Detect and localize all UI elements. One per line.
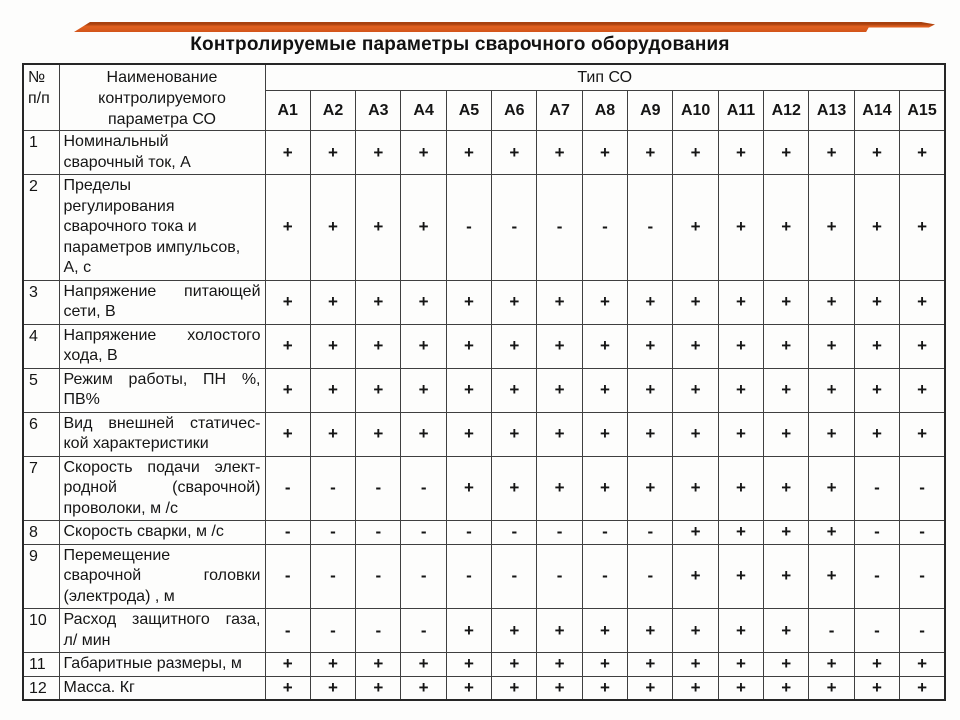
parameter-name-cell: Габаритные размеры, м xyxy=(59,653,265,677)
mark-cell: + xyxy=(537,456,582,521)
mark-cell: + xyxy=(537,280,582,324)
mark-cell: + xyxy=(265,175,310,281)
mark-cell: - xyxy=(582,544,627,609)
mark-cell: + xyxy=(401,175,446,281)
table-row xyxy=(23,676,945,700)
mark-cell: + xyxy=(628,368,673,412)
mark-cell: + xyxy=(356,653,401,677)
mark-cell: + xyxy=(809,521,854,545)
mark-cell: + xyxy=(718,368,763,412)
mark-cell: + xyxy=(854,368,899,412)
row-number-cell: 5 xyxy=(23,368,59,412)
mark-cell: + xyxy=(310,653,355,677)
mark-cell: + xyxy=(492,653,537,677)
mark-cell: + xyxy=(673,280,718,324)
mark-cell: + xyxy=(401,676,446,700)
mark-cell: - xyxy=(582,521,627,545)
mark-cell: + xyxy=(764,324,809,368)
col-header-number: № п/п xyxy=(23,64,59,131)
mark-cell: - xyxy=(537,521,582,545)
mark-cell: + xyxy=(310,280,355,324)
mark-cell: - xyxy=(854,456,899,521)
parameter-name-cell: Вид внешней статичес- кой характеристики xyxy=(59,412,265,456)
parameters-table xyxy=(22,63,946,701)
row-number-cell: 6 xyxy=(23,412,59,456)
mark-cell: + xyxy=(446,368,491,412)
mark-cell: + xyxy=(492,131,537,175)
mark-cell: - xyxy=(265,544,310,609)
mark-cell: + xyxy=(446,280,491,324)
mark-cell: + xyxy=(401,324,446,368)
mark-cell: + xyxy=(492,456,537,521)
parameter-name-cell: Масса. Кг xyxy=(59,676,265,700)
mark-cell: + xyxy=(718,653,763,677)
mark-cell: + xyxy=(673,368,718,412)
mark-cell: + xyxy=(900,368,945,412)
mark-cell: + xyxy=(673,676,718,700)
mark-cell: - xyxy=(446,544,491,609)
mark-cell: + xyxy=(628,456,673,521)
mark-cell: + xyxy=(764,544,809,609)
mark-cell: + xyxy=(854,175,899,281)
mark-cell: + xyxy=(582,131,627,175)
mark-cell: - xyxy=(265,609,310,653)
mark-cell: + xyxy=(809,131,854,175)
col-header-a11: А11 xyxy=(718,91,763,131)
col-header-a12: А12 xyxy=(764,91,809,131)
mark-cell: + xyxy=(900,324,945,368)
mark-cell: - xyxy=(900,544,945,609)
col-header-a10: А10 xyxy=(673,91,718,131)
mark-cell: + xyxy=(764,456,809,521)
mark-cell: + xyxy=(582,456,627,521)
mark-cell: + xyxy=(718,609,763,653)
page-title: Контролируемые параметры сварочного оборудования xyxy=(190,34,730,55)
mark-cell: - xyxy=(537,544,582,609)
mark-cell: - xyxy=(492,544,537,609)
table-row xyxy=(23,521,945,545)
mark-cell: + xyxy=(764,368,809,412)
mark-cell: + xyxy=(809,676,854,700)
parameter-name-cell: Режим работы, ПН %, ПВ% xyxy=(59,368,265,412)
mark-cell: - xyxy=(265,456,310,521)
parameter-name-cell: Расход защитного газа, л/ мин xyxy=(59,609,265,653)
mark-cell: - xyxy=(356,456,401,521)
mark-cell: + xyxy=(854,676,899,700)
mark-cell: + xyxy=(310,368,355,412)
table-row xyxy=(23,175,945,281)
mark-cell: + xyxy=(492,676,537,700)
mark-cell: + xyxy=(356,280,401,324)
mark-cell: - xyxy=(809,609,854,653)
mark-cell: + xyxy=(628,280,673,324)
table-row xyxy=(23,280,945,324)
mark-cell: + xyxy=(764,653,809,677)
col-header-a7: А7 xyxy=(537,91,582,131)
mark-cell: - xyxy=(401,521,446,545)
mark-cell: + xyxy=(537,676,582,700)
mark-cell: + xyxy=(310,412,355,456)
mark-cell: + xyxy=(537,131,582,175)
mark-cell: + xyxy=(265,131,310,175)
mark-cell: + xyxy=(446,131,491,175)
table-row xyxy=(23,368,945,412)
mark-cell: - xyxy=(900,521,945,545)
mark-cell: + xyxy=(628,131,673,175)
mark-cell: - xyxy=(854,544,899,609)
col-header-a4: А4 xyxy=(401,91,446,131)
mark-cell: + xyxy=(356,175,401,281)
mark-cell: + xyxy=(900,676,945,700)
mark-cell: + xyxy=(310,131,355,175)
mark-cell: - xyxy=(401,544,446,609)
mark-cell: + xyxy=(582,324,627,368)
mark-cell: + xyxy=(356,324,401,368)
mark-cell: - xyxy=(401,609,446,653)
mark-cell: + xyxy=(718,280,763,324)
row-number-cell: 3 xyxy=(23,280,59,324)
mark-cell: + xyxy=(809,324,854,368)
mark-cell: + xyxy=(718,521,763,545)
mark-cell: + xyxy=(764,131,809,175)
mark-cell: + xyxy=(900,175,945,281)
col-header-a15: А15 xyxy=(900,91,945,131)
col-header-a1: А1 xyxy=(265,91,310,131)
mark-cell: - xyxy=(537,175,582,281)
mark-cell: + xyxy=(401,368,446,412)
mark-cell: + xyxy=(764,609,809,653)
parameter-name-cell: Перемещение сварочной головки (электрода) , м xyxy=(59,544,265,609)
mark-cell: + xyxy=(265,280,310,324)
table-row xyxy=(23,412,945,456)
col-header-type-group: Тип СО xyxy=(265,64,945,91)
mark-cell: + xyxy=(265,653,310,677)
mark-cell: + xyxy=(310,676,355,700)
mark-cell: + xyxy=(356,368,401,412)
mark-cell: + xyxy=(718,412,763,456)
mark-cell: + xyxy=(673,521,718,545)
mark-cell: + xyxy=(809,280,854,324)
mark-cell: - xyxy=(900,609,945,653)
mark-cell: + xyxy=(854,412,899,456)
table-row xyxy=(23,544,945,609)
table-row xyxy=(23,131,945,175)
col-header-parameter: Наименование контролируемого параметра СО xyxy=(59,64,265,131)
mark-cell: + xyxy=(673,412,718,456)
mark-cell: + xyxy=(809,544,854,609)
mark-cell: + xyxy=(265,412,310,456)
mark-cell: + xyxy=(900,131,945,175)
col-header-a3: А3 xyxy=(356,91,401,131)
mark-cell: + xyxy=(446,412,491,456)
mark-cell: + xyxy=(809,412,854,456)
mark-cell: - xyxy=(310,544,355,609)
mark-cell: - xyxy=(628,175,673,281)
mark-cell: + xyxy=(446,456,491,521)
parameter-name-cell: Скорость подачи элект- родной (сварочной) проволоки, м /с xyxy=(59,456,265,521)
parameter-name-cell: Напряжение холостого хода, В xyxy=(59,324,265,368)
mark-cell: + xyxy=(718,676,763,700)
table-row xyxy=(23,324,945,368)
mark-cell: - xyxy=(356,521,401,545)
header-row-group xyxy=(23,64,945,91)
mark-cell: + xyxy=(446,609,491,653)
mark-cell: + xyxy=(446,653,491,677)
table-row xyxy=(23,653,945,677)
mark-cell: + xyxy=(673,131,718,175)
mark-cell: + xyxy=(401,280,446,324)
mark-cell: - xyxy=(310,521,355,545)
mark-cell: - xyxy=(446,175,491,281)
mark-cell: + xyxy=(900,412,945,456)
parameter-name-cell: Пределы регулирования сварочного тока и параметров импульсов, А, с xyxy=(59,175,265,281)
table-row xyxy=(23,456,945,521)
mark-cell: - xyxy=(356,609,401,653)
mark-cell: + xyxy=(492,609,537,653)
mark-cell: - xyxy=(310,609,355,653)
mark-cell: + xyxy=(673,653,718,677)
mark-cell: + xyxy=(582,653,627,677)
mark-cell: + xyxy=(718,324,763,368)
mark-cell: + xyxy=(628,653,673,677)
mark-cell: + xyxy=(582,280,627,324)
mark-cell: + xyxy=(854,280,899,324)
mark-cell: + xyxy=(401,131,446,175)
mark-cell: - xyxy=(446,521,491,545)
mark-cell: - xyxy=(628,521,673,545)
mark-cell: + xyxy=(492,324,537,368)
mark-cell: + xyxy=(673,175,718,281)
mark-cell: + xyxy=(628,676,673,700)
mark-cell: + xyxy=(310,175,355,281)
mark-cell: + xyxy=(764,280,809,324)
mark-cell: - xyxy=(401,456,446,521)
mark-cell: - xyxy=(356,544,401,609)
mark-cell: + xyxy=(673,544,718,609)
row-number-cell: 7 xyxy=(23,456,59,521)
mark-cell: - xyxy=(310,456,355,521)
table-row xyxy=(23,609,945,653)
row-number-cell: 8 xyxy=(23,521,59,545)
mark-cell: + xyxy=(673,324,718,368)
mark-cell: + xyxy=(854,653,899,677)
col-header-a13: А13 xyxy=(809,91,854,131)
mark-cell: + xyxy=(446,676,491,700)
mark-cell: + xyxy=(854,324,899,368)
row-number-cell: 1 xyxy=(23,131,59,175)
mark-cell: + xyxy=(764,412,809,456)
mark-cell: - xyxy=(628,544,673,609)
mark-cell: + xyxy=(582,609,627,653)
mark-cell: - xyxy=(854,609,899,653)
mark-cell: + xyxy=(718,544,763,609)
mark-cell: + xyxy=(764,676,809,700)
parameter-name-cell: Номинальный сварочный ток, А xyxy=(59,131,265,175)
mark-cell: + xyxy=(582,412,627,456)
mark-cell: + xyxy=(537,412,582,456)
parameter-name-cell: Скорость сварки, м /с xyxy=(59,521,265,545)
row-number-cell: 10 xyxy=(23,609,59,653)
mark-cell: + xyxy=(809,456,854,521)
col-header-a8: А8 xyxy=(582,91,627,131)
row-number-cell: 11 xyxy=(23,653,59,677)
mark-cell: + xyxy=(809,368,854,412)
mark-cell: - xyxy=(265,521,310,545)
mark-cell: + xyxy=(628,324,673,368)
mark-cell: + xyxy=(265,368,310,412)
row-number-cell: 9 xyxy=(23,544,59,609)
mark-cell: + xyxy=(401,653,446,677)
col-header-a14: А14 xyxy=(854,91,899,131)
mark-cell: + xyxy=(628,412,673,456)
mark-cell: + xyxy=(265,676,310,700)
mark-cell: + xyxy=(718,456,763,521)
mark-cell: + xyxy=(310,324,355,368)
mark-cell: + xyxy=(401,412,446,456)
mark-cell: + xyxy=(764,521,809,545)
row-number-cell: 4 xyxy=(23,324,59,368)
accent-bar xyxy=(74,22,935,32)
mark-cell: - xyxy=(900,456,945,521)
row-number-cell: 2 xyxy=(23,175,59,281)
mark-cell: + xyxy=(537,324,582,368)
mark-cell: - xyxy=(492,175,537,281)
mark-cell: + xyxy=(356,412,401,456)
mark-cell: + xyxy=(356,676,401,700)
mark-cell: - xyxy=(582,175,627,281)
parameter-name-cell: Напряжение питающей сети, В xyxy=(59,280,265,324)
col-header-a5: А5 xyxy=(446,91,491,131)
mark-cell: + xyxy=(809,653,854,677)
col-header-a6: А6 xyxy=(492,91,537,131)
mark-cell: + xyxy=(492,368,537,412)
mark-cell: + xyxy=(492,412,537,456)
mark-cell: + xyxy=(537,653,582,677)
mark-cell: + xyxy=(265,324,310,368)
mark-cell: + xyxy=(900,653,945,677)
mark-cell: + xyxy=(582,368,627,412)
mark-cell: + xyxy=(718,175,763,281)
mark-cell: + xyxy=(673,456,718,521)
col-header-a9: А9 xyxy=(628,91,673,131)
col-header-a2: А2 xyxy=(310,91,355,131)
mark-cell: + xyxy=(356,131,401,175)
mark-cell: + xyxy=(492,280,537,324)
mark-cell: + xyxy=(537,609,582,653)
mark-cell: - xyxy=(492,521,537,545)
mark-cell: + xyxy=(809,175,854,281)
mark-cell: + xyxy=(537,368,582,412)
row-number-cell: 12 xyxy=(23,676,59,700)
mark-cell: + xyxy=(854,131,899,175)
mark-cell: - xyxy=(854,521,899,545)
mark-cell: + xyxy=(582,676,627,700)
mark-cell: + xyxy=(628,609,673,653)
mark-cell: + xyxy=(900,280,945,324)
mark-cell: + xyxy=(446,324,491,368)
mark-cell: + xyxy=(764,175,809,281)
mark-cell: + xyxy=(673,609,718,653)
mark-cell: + xyxy=(718,131,763,175)
